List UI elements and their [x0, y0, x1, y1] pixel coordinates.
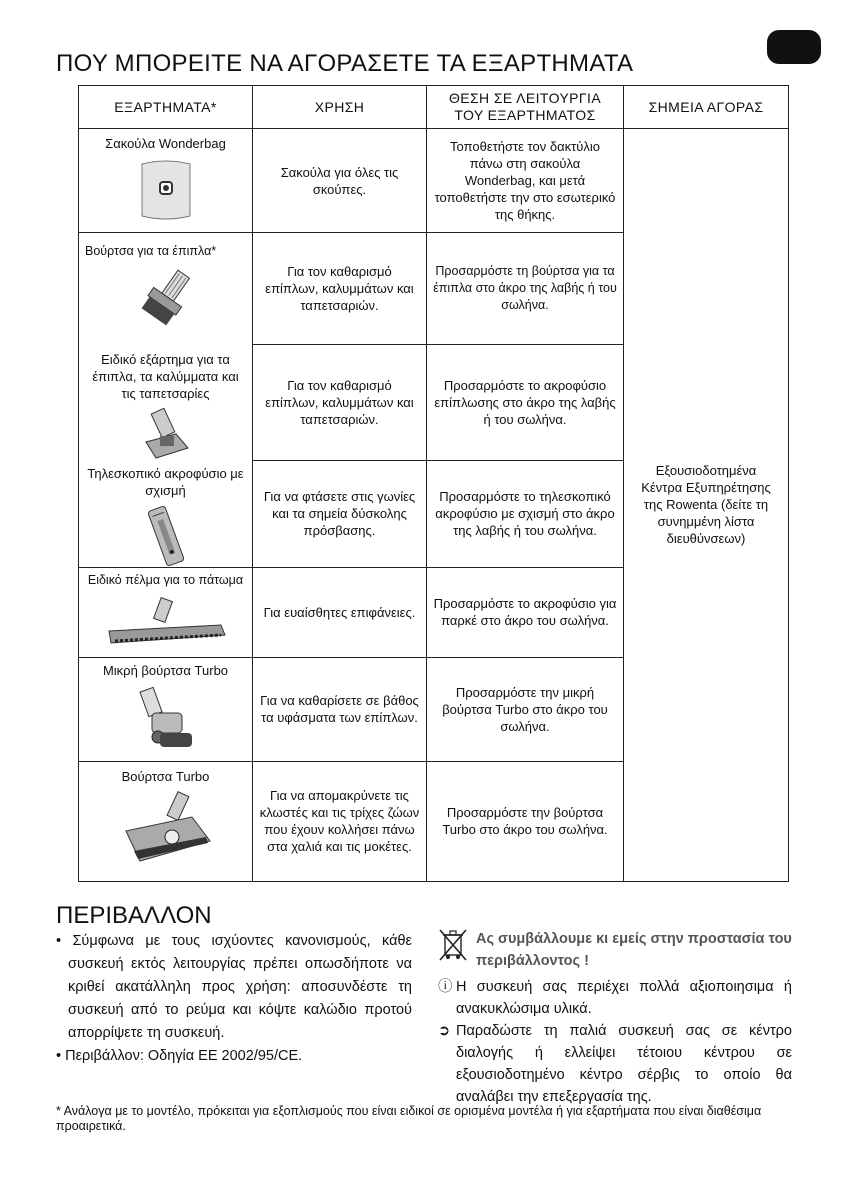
item-cell: [79, 233, 253, 345]
table-row: [79, 129, 789, 233]
purchase-points-cell: [624, 129, 789, 882]
fitting-cell: Προσαρμόστε το ακροφύσιο για παρκέ στο άκρο του σωλήνα.: [427, 567, 624, 657]
use-cell: Για τον καθαρισμό επίπλων, καλυμμάτων και ταπετσαριών.: [253, 345, 427, 461]
item-name: Μικρή βούρτσα Turbo: [102, 662, 229, 678]
item-name: Ειδικό πέλμα για το πάτωμα: [87, 572, 244, 587]
furniture-brush-image: [131, 266, 201, 328]
crevice-tool-image: [141, 505, 191, 567]
purchase-points-text: Εξουσιοδοτημένα Κέντρα Εξυπηρέτησης της Rowenta (δείτε τη συνημμένη λίστα διευθύνσεων): [641, 463, 771, 547]
wonderbag-image: [136, 158, 196, 224]
use-cell: Για να καθαρίσετε σε βάθος τα υφάσματα των επίπλων.: [253, 657, 427, 761]
fitting-cell: Προσαρμόστε την βούρτσα Turbo στο άκρο του σωλήνα.: [427, 761, 624, 881]
footnote: * Ανάλογα με το μοντέλο, πρόκειται για εξοπλισμούς που είναι ειδικοί σε ορισμένα μοντέλα ή για εξαρτήματα που είναι διαθέσιμα προαιρετικά.: [56, 1104, 762, 1133]
arrow-icon: ➲: [438, 1023, 451, 1039]
header-fitting: ΘΕΣΗ ΣΕ ΛΕΙΤΟΥΡΓΙΑ ΤΟΥ ΕΞΑΡΤΗΜΑΤΟΣ: [427, 86, 624, 129]
environment-bullet-1: • Σύμφωνα με τους ισχύοντες κανονισμούς, κάθε συσκευή εκτός λειτουργίας πρέπει οπωσδήποτε να κριθεί ακατάλληλη προς χρήση: αποσυνδέστε τη συσκευή από το ρεύμα και κόψτε καλώδιο προτού απορρίψετε τη συσκευή.: [56, 933, 412, 1041]
item-cell: [79, 761, 253, 881]
parquet-tool-image: [101, 595, 231, 651]
page-tab-marker: [767, 30, 821, 64]
environment-left-column: [56, 930, 412, 1068]
item-cell: [79, 461, 253, 568]
item-name: Βούρτσα Turbo: [121, 768, 210, 784]
table-header-row: [79, 86, 789, 129]
fitting-cell: Προσαρμόστε το ακροφύσιο επίπλωσης στο άκρο της λαβής ή του σωλήνα.: [427, 345, 624, 461]
use-cell: Για ευαίσθητες επιφάνειες.: [253, 567, 427, 657]
info-note: ⓘ Η συσκευή σας περιέχει πολλά αξιοποιησιμα ή ανακυκλώσιμα υλικά.: [438, 976, 792, 1020]
item-name: Σακούλα Wonderbag: [105, 136, 226, 151]
header-use: ΧΡΗΣΗ: [253, 86, 427, 129]
item-cell: [79, 129, 253, 233]
arrow-note: ➲ Παραδώστε τη παλιά συσκευή σας σε κέντρο διαλογής ή ελλείψει τέτοιου κέντρου σε εξουσιοδοτημένο κέντρο σέρβις το οποίο θα αναλάβει την επεξεργασία της.: [438, 1020, 792, 1108]
item-name: Ειδικό εξάρτημα για τα έπιπλα, τα καλύμματα και τις ταπετσαρίες: [92, 351, 239, 401]
info-icon: ⓘ: [438, 979, 453, 995]
header-accessories: ΕΞΑΡΤΗΜΑΤΑ*: [79, 86, 253, 129]
use-cell: Για τον καθαρισμό επίπλων, καλυμμάτων και ταπετσαριών.: [253, 233, 427, 345]
fitting-cell: Τοποθετήστε τον δακτύλιο πάνω στη σακούλα Wonderbag, και μετά τοποθετήστε την στο εσωτερικό της θήκης.: [427, 129, 624, 233]
fitting-cell: Προσαρμόστε τη βούρτσα για τα έπιπλα στο άκρο της λαβής ή του σωλήνα.: [427, 233, 624, 345]
item-name: Βούρτσα για τα έπιπλα*: [85, 244, 217, 258]
accessories-table: [78, 85, 789, 882]
recycle-heading-block: [438, 928, 792, 972]
use-cell: Για να φτάσετε στις γωνίες και τα σημεία δύσκολης πρόσβασης.: [253, 461, 427, 568]
use-cell: Σακούλα για όλες τις σκούπες.: [253, 129, 427, 233]
item-cell: [79, 567, 253, 657]
page-title: ΠΟΥ ΜΠΟΡΕΙΤΕ ΝΑ ΑΓΟΡΑΣΕΤΕ ΤΑ ΕΞΑΡΤΗΜΑΤΑ: [56, 50, 634, 77]
mini-turbo-brush-image: [136, 685, 196, 757]
turbo-brush-image: [116, 791, 216, 867]
environment-right-column: [438, 928, 792, 1108]
crossed-bin-icon: [438, 928, 468, 962]
fitting-cell: Προσαρμόστε την μικρή βούρτσα Turbo στο άκρο του σωλήνα.: [427, 657, 624, 761]
environment-title: ΠΕΡΙΒΑΛΛΟΝ: [56, 902, 212, 929]
environment-bullet-2: • Περιβάλλον: Οδηγία ΕΕ 2002/95/CE.: [56, 1048, 303, 1064]
item-cell: [79, 345, 253, 461]
item-name: Τηλεσκοπικό ακροφύσιο με σχισμή: [87, 465, 244, 498]
recycle-heading: Ας συμβάλλουμε κι εμείς στην προστασία του περιβάλλοντος !: [476, 931, 792, 969]
item-cell: [79, 657, 253, 761]
upholstery-tool-image: [136, 408, 196, 460]
fitting-cell: Προσαρμόστε το τηλεσκοπικό ακροφύσιο με σχισμή στο άκρο της λαβής ή του σωλήνα.: [427, 461, 624, 568]
use-cell: Για να απομακρύνετε τις κλωστές και τις τρίχες ζώων που έχουν κολλήσει πάνω στα χαλιά και τις μοκέτες.: [253, 761, 427, 881]
header-purchase: ΣΗΜΕΙΑ ΑΓΟΡΑΣ: [624, 86, 789, 129]
